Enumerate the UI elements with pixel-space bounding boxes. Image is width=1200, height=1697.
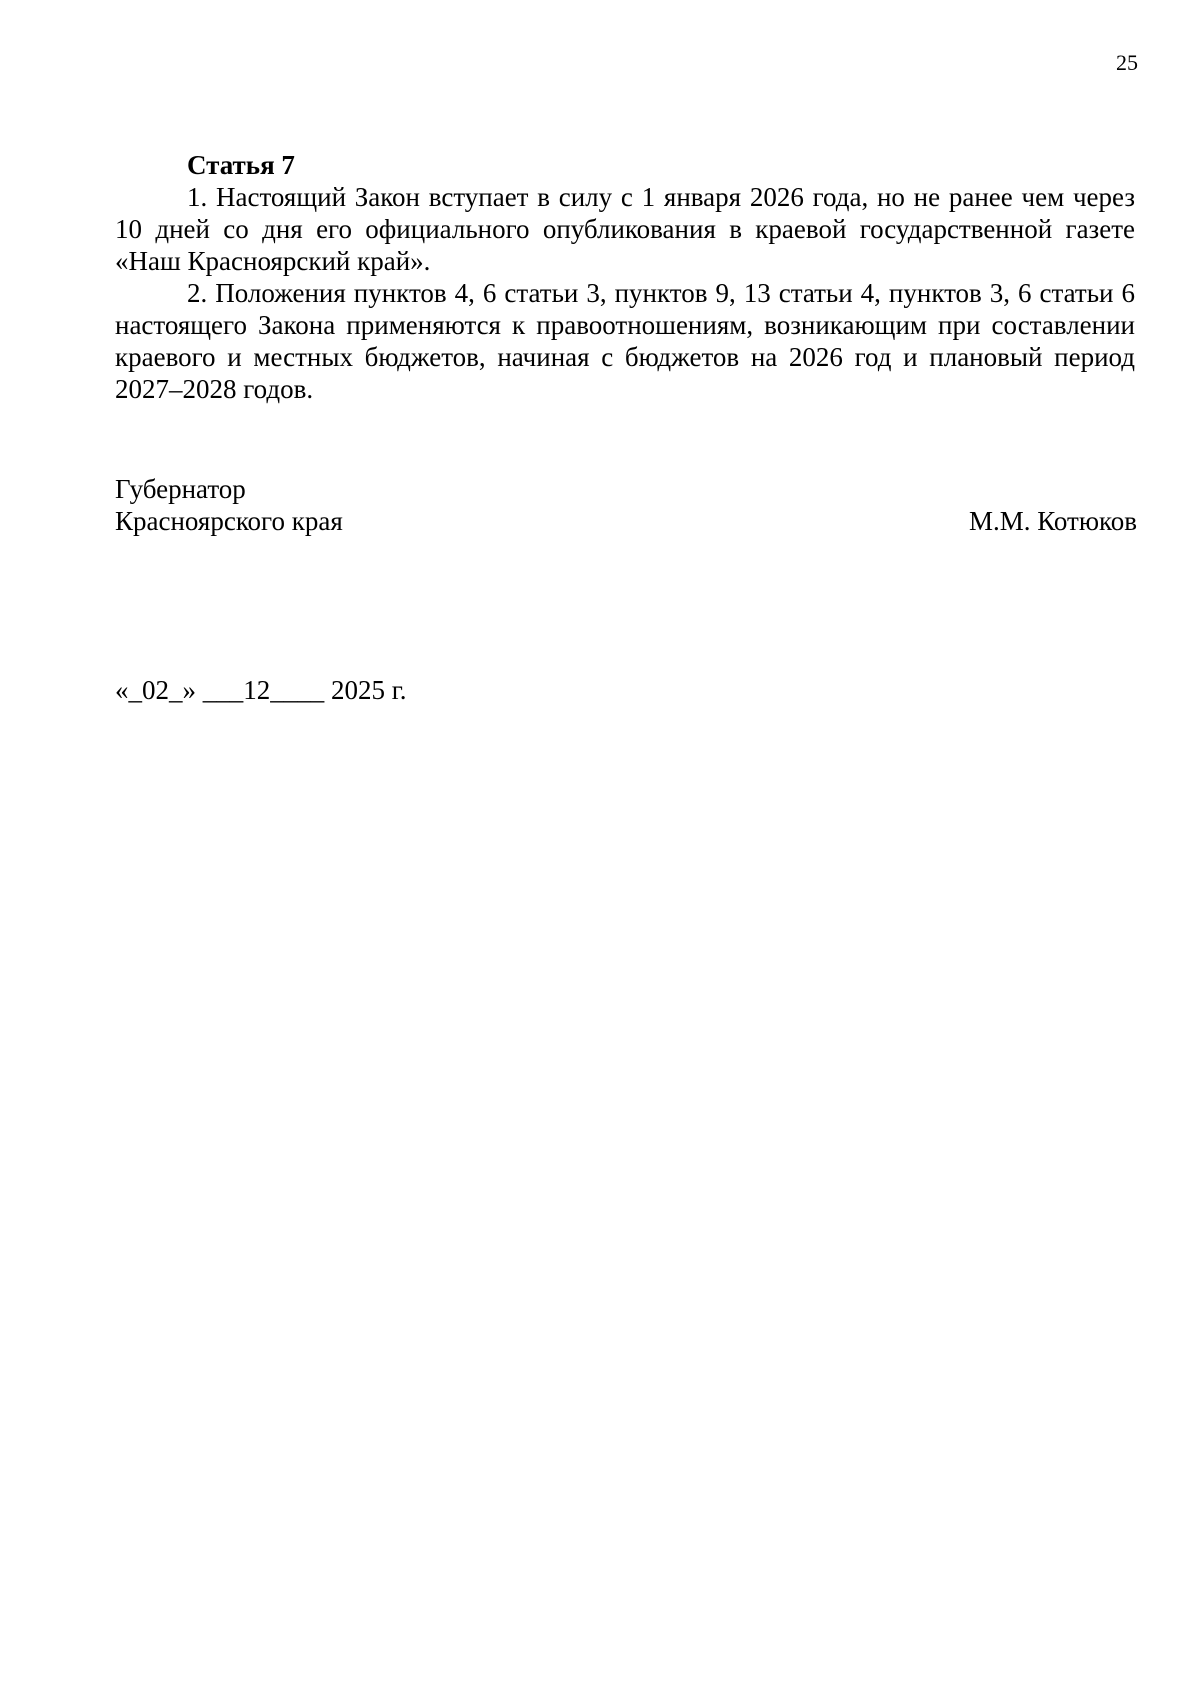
article-paragraph-2: 2. Положения пунктов 4, 6 статьи 3, пунктов 9, 13 статьи 4, пунктов 3, 6 статьи 6 настоящего Закона применяются к правоотношениям, возникающим при составлении краевого и местных бюджетов, начиная с бюджетов на 2026 год и плановый период 2027–2028 годов. [115,278,1135,404]
article-body [115,149,1135,405]
signing-date: «_02_» ___12____ 2025 г. [115,675,407,705]
signature-block [115,473,1137,537]
signature-row [115,505,1137,537]
signatory-title-line1: Губернатор [115,474,246,504]
article-heading: Статья 7 [187,150,295,180]
signatory-title-line2: Красноярского края [115,506,343,536]
article-paragraph-1: 1. Настоящий Закон вступает в силу с 1 января 2026 года, но не ранее чем через 10 дней со дня его официального опубликования в краевой государственной газете «Наш Красноярский край». [115,182,1135,276]
signatory-name: М.М. Котюков [968,506,1137,536]
page-number: 25 [1116,50,1138,75]
